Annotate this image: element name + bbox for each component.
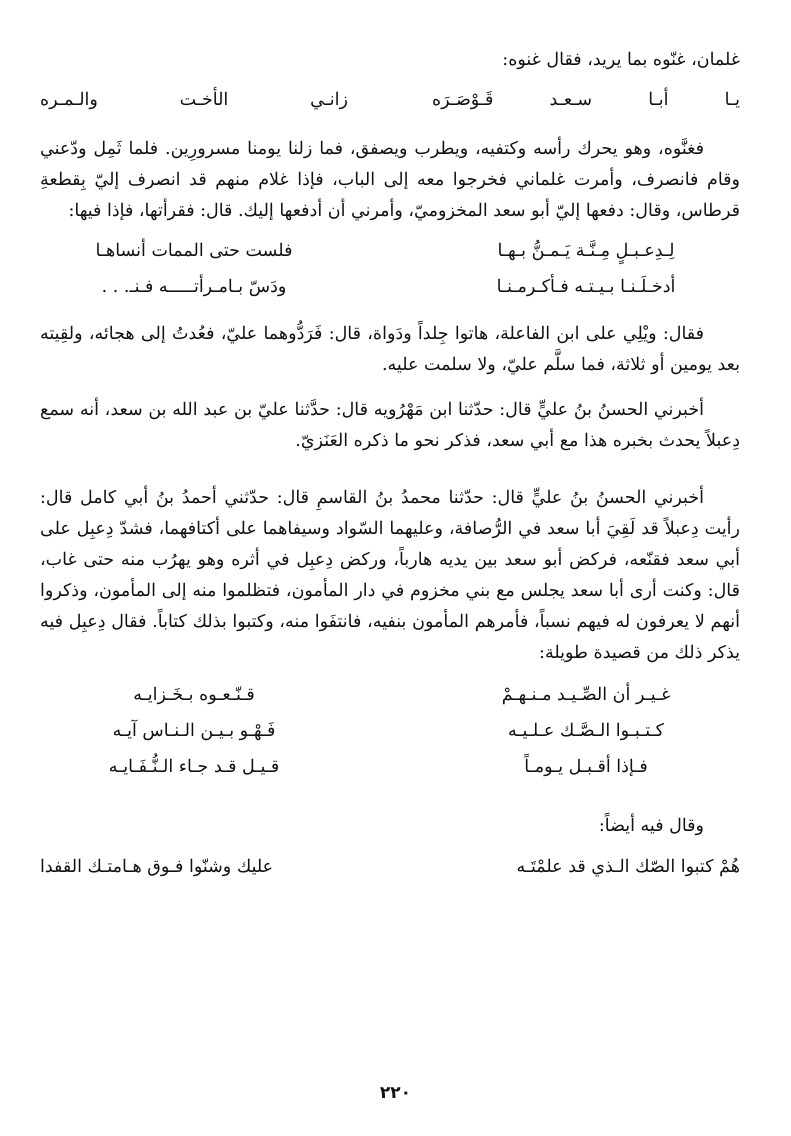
verse-3-line-3-left: قـيـل قـد جـاء الـنُّـفَـايـه	[108, 757, 280, 777]
paragraph-1: فغنَّوه، وهو يحرك رأسه وكتفيه، ويطرب ويصفق، فما زلنا يومنا مسرورِين. فلما ثَمِل ودّعني وقام فانصرف، وأمرت غلماني فخرجوا معه إلى الباب، فإذا غلام منهم قد انصرف إليّ بِقطعةِ قرطاس، وقال: دفعها إليّ أبو سعد المخزوميّ، وأمرني أن أدفعها إليك. قال: فقرأتها، فإذا فيها:	[40, 139, 740, 221]
paragraph-4: أخبرني الحسنُ بنُ عليٍّ قال: حدّثنا محمدُ بنُ القاسمِ قال: حدّثني أحمدُ بنُ أبي كامل قال: رأيت دِعبلاً قد لَقِيَ أبا سعد في الرُّصافة، وعليهما السّواد وسيفاهما على أكتافهما، فشدّ دِعبِل على أبي سعد فقنّعه، فركض أبو سعد بين يديه هارباً، وركض دِعبِل في أثره وهو يهرُب منه حتى غاب، قال: وكنت أرى أبا سعد يجلس مع بني مخزوم في دار المأمون، فتظلموا منه إلى المأمون، وذكروا أنهم لا يعرفون له فيهم نسباً، فأمرهم المأمون بنفيه، فانتفَوا منه، وكتبوا بذلك كتاباً. فقال دِعبِل فيه يذكر ذلك من قصيدة طويلة:	[40, 488, 740, 663]
verse-2-line-2-right: أدخـلَـنـا بـيـتـه فـأكـرمـنـا	[496, 277, 676, 297]
verse-1-left-hemistich: زانـي الأخـت والـمـره	[40, 90, 348, 110]
verse-3	[40, 677, 740, 785]
verse-4	[40, 850, 740, 884]
paragraph-2: فقال: ويْلِي على ابن الفاعلة، هاتوا جِلداً ودَواة، قال: فَرَدُّوهما عليّ، فعُدتُ إلى هجائه، ولقِيته بعد يومين أو ثلاثة، فما سلَّم عليّ، ولا سلمت عليه.	[40, 324, 740, 375]
verse-3-line-1-right: غـيـر أن الصِّـيـد مـنـهـمْ	[501, 685, 671, 705]
verse-2-line-1-left: فلست حتى الممات أنساهـا	[95, 241, 293, 261]
verse-3-line-3	[40, 749, 740, 785]
verse-3-line-1-left: قـنّـعـوه بـخَـزايـه	[133, 685, 255, 705]
verse-2-line-1	[40, 233, 740, 269]
verse-1	[40, 82, 740, 118]
verse-3-line-2	[40, 713, 740, 749]
verse-2	[40, 233, 740, 305]
verse-1-right-hemistich: يـا أبـا سـعـد قَـوْصَـرَه	[432, 90, 740, 110]
also-line: وقال فيه أيضاً:	[598, 816, 704, 836]
verse-3-line-2-right: كـتـبـوا الـصَّـك عـلـيـه	[508, 721, 664, 741]
page-body	[40, 45, 740, 884]
paragraph-3: أخبرني الحسنُ بنُ عليٍّ قال: حدّثنا ابن مَهْرُويه قال: حدَّثنا عليّ بن عبد الله بن سعد، أنه سمع دِعبلاً يحدث بخبره هذا مع أبي سعد، فذكر نحو ما ذكره العَنَزيّ.	[40, 400, 740, 451]
verse-3-line-3-right: فـإذا أقـبـل يـومـاً	[524, 757, 648, 777]
verse-2-line-2	[40, 269, 740, 305]
verse-2-line-2-left: ودَسّ بـامـرأتـــــه فـنـ. . .	[101, 277, 287, 297]
verse-4-left: عليك وشنّوا فـوق هـامتـك القفدا	[40, 857, 274, 877]
intro-line: غلمان، غنّوه بما يريد، فقال غنوه:	[502, 50, 740, 70]
verse-3-line-1	[40, 677, 740, 713]
page-number: ٢٢٠	[379, 1083, 412, 1103]
verse-2-line-1-right: لِـدِعـبـلٍ مِـنَّـة يَـمـنُّ بـهـا	[497, 241, 675, 261]
verse-4-right: هُمْ كتبوا الصّك الـذي قد علمْتَـه	[516, 857, 740, 877]
verse-3-line-2-left: فَـهْـو بـيـن الـنـاس آيـه	[112, 721, 276, 741]
